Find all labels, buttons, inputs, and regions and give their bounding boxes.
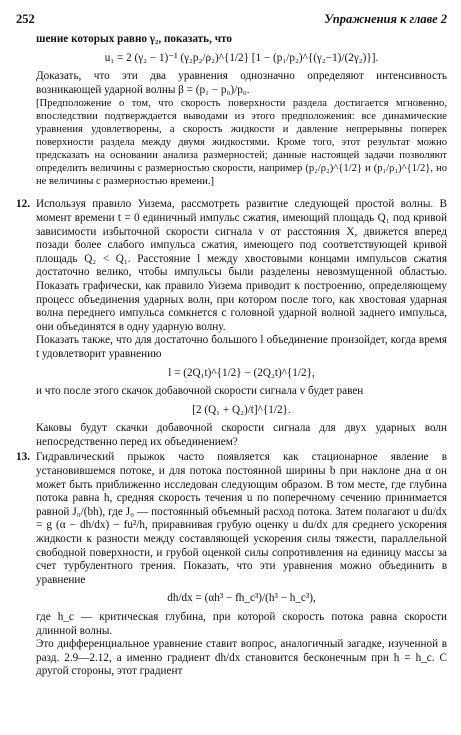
problem-13-para1: Гидравлический прыжок часто появляется как стационарное явление в установившемся потоке, и для потока постоянной ширины b при наклоне дна α он может быть приближенно исследован следующим образом. В том месте, где глубина потока равна h, средняя скорость течения u по поперечному сечению принимается равной J₀/(bh), где J₀ — постоянный объемный расход потока. Затем полагают u du/dx = g (α − dh/dx) − fu²/h, приравнивая грубую оценку u du/dx для среднего ускорения жидкости к разности между составляющей ускорения силы тяжести, параллельной свободной поверхности, и грубой оценкой силы сопротивления на единицу массы за счет турбулентного трения. Показать, что эти уравнения можно объединить в уравнение — [36, 451, 447, 586]
page-number: 252 — [16, 12, 35, 26]
intro-block — [16, 33, 447, 188]
page-header — [16, 12, 447, 27]
problem-13-number: 13. — [16, 451, 30, 464]
problem-12-para4: Каковы будут скачки добавочной скорости сигнала для двух ударных волн непосредственно перед их объединением? — [36, 422, 447, 448]
intro-line: шение которых равно γ₂, показать, что — [36, 33, 232, 45]
problem-12-para2: Показать также, что для достаточно большого l объединение произойдет, когда время t удовлетворит уравнению — [36, 334, 447, 360]
running-title: Упражнения к главе 2 — [324, 12, 447, 26]
problem-12-para3: и что после этого скачок добавочной скорости сигнала v будет равен — [36, 385, 364, 398]
problem-13-body — [36, 451, 447, 679]
intro-text: Доказать, что эти два уравнения однозначно определяют интенсивность возникающей ударной волны β = (p₁ − p₀)/p₀. — [36, 70, 447, 96]
equation-u1: u₁ = 2 (γ₂ − 1)⁻¹ (γ₂p₂/ρ₂)^{1/2} [1 − (p₁/p₂)^{(γ₂−1)/(2γ₂)}]. — [104, 51, 379, 64]
intro-hint: [Предположение о том, что скорость поверхности раздела достигается мгновенно, впоследствии подтверждается выводами из этого предположения: все динамические уравнения удовлетворены, а скорость жидкости и давление непрерывны поперек поверхности раздела между двумя жидкостями. Кроме того, этот результат можно предсказать на основании анализа размерностей; данные настоящей задачи позволяют определить величины с размерностью скорости, например (p₂/ρ₂)^{1/2} и (p₁/ρ₁)^{1/2}, но не величины с размерностью времени.] — [36, 98, 447, 188]
problem-12 — [16, 198, 447, 449]
problem-12-number: 12. — [16, 198, 30, 211]
problem-13-para3: Это дифференциальное уравнение ставит вопрос, аналогичный загадке, изученной в разд. 2.9—2.12, а именно градиент dh/dx становится бесконечным при h = h_c. С другой стороны, этот градиент — [36, 638, 447, 678]
problem-13-para2: где h_c — критическая глубина, при которой скорость потока равна скорости длинной волны. — [36, 611, 447, 637]
problem-13-eq1: dh/dx = (αh³ − fh_c³)/(h³ − h_c³), — [167, 592, 316, 605]
problem-12-eq2: [2 (Q₁ + Q₂)/t]^{1/2}. — [192, 403, 291, 416]
problem-12-body — [36, 198, 447, 449]
problem-12-para1: Используя правило Уизема, рассмотреть развитие следующей простой волны. В момент времени t = 0 единичный импульс сжатия, имеющий площадь Q₁ под кривой зависимости избыточной скорости сигнала v от расстояния X, движется вперед позади более слабого импульса сжатия, имеющего под соответствующей кривой площадь Q₂ < Q₁. Расстояние l между хвостовыми концами импульсов сжатия достаточно велико, чтобы импульсы были разделены невозмущенной областью. Показать графически, как правило Уизема приводит к построению, определяющему процесс объединения ударных волн, при котором после того, как хвостовая ударная волна переднего импульса сомкнется с головной ударной волной заднего импульса, они объединятся в одну ударную волну. — [36, 198, 447, 333]
problem-13 — [16, 451, 447, 679]
problem-12-eq1: l = (2Q₁t)^{1/2} − (2Q₂t)^{1/2}, — [168, 366, 315, 379]
